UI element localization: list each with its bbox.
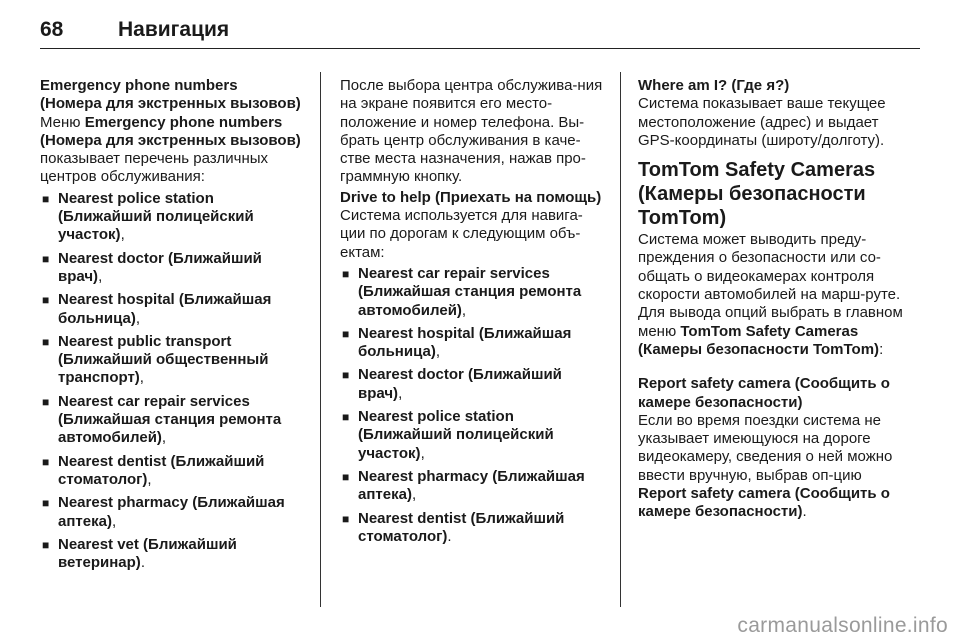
bullet-icon: ■ — [42, 454, 50, 469]
safety-cameras-heading: TomTom Safety Cameras (Камеры безопасности TomTom) — [638, 159, 876, 230]
list-item: ■ Nearest car repair services (Ближайшая станция ремонта автомобилей), — [42, 392, 282, 447]
bullet-icon: ■ — [42, 191, 50, 206]
list-item: ■ Nearest pharmacy (Ближайшая аптека), — [342, 467, 585, 504]
selection-intro: После выбора центра обслужива-ния на экране появится его место-положение и номер телефона. Вы-брать центр обслуживания в каче-стве места назначения, нажав про-граммную кнопку. — [340, 77, 603, 186]
report-camera-text: Если во время поездки система не указывает имеющуюся на дороге видеокамеру, сведения о ней можно ввести вручную, выбрав оп-цию Report safety camera (Сообщить о камере безопасности). — [638, 411, 893, 521]
bullet-icon: ■ — [42, 496, 50, 511]
bullet-icon: ■ — [42, 334, 50, 349]
list-item: ■ Nearest car repair services (Ближайшая станция ремонта автомобилей), — [342, 264, 582, 319]
list-item: ■ Nearest hospital (Ближайшая больница), — [42, 291, 272, 327]
list-item: ■ Nearest dentist (Ближайший стоматолог), — [42, 452, 265, 488]
list-item: ■ Nearest pharmacy (Ближайшая аптека), — [42, 494, 285, 530]
safety-cameras-text: Система может выводить преду-преждения о безопасности или со-общать о видеокамерах контроля скорости автомобилей на марш-руте. Для вывода опций выбрать в главном меню TomTom Safety Cameras (Камеры безопасности TomTom): — [638, 231, 903, 358]
drive-to-help-list — [340, 265, 606, 546]
list-item: ■ Nearest doctor (Ближайший врач), — [42, 249, 262, 285]
report-camera-heading: Report safety camera (Сообщить о камере безопасности) — [638, 375, 890, 411]
page-header — [40, 18, 920, 49]
column-left — [40, 77, 302, 577]
list-item: ■ Nearest police station (Ближайший полицейский участок), — [342, 408, 554, 462]
column-middle — [340, 77, 606, 551]
content-columns — [40, 77, 920, 607]
bullet-icon: ■ — [342, 410, 350, 425]
bullet-icon: ■ — [42, 394, 50, 409]
where-am-i-text: Система показывает ваше текущее местоположение (адрес) и выдает GPS-координаты (широту/долготу). — [638, 95, 886, 149]
drive-to-help-heading: Drive to help (Приехать на помощь) — [340, 188, 602, 206]
bullet-icon: ■ — [42, 293, 50, 308]
emergency-heading: Emergency phone numbers (Номера для экстренных вызовов) — [40, 77, 301, 113]
column-right — [638, 77, 906, 522]
list-item: ■ Nearest vet (Ближайший ветеринар). — [42, 535, 237, 572]
watermark: carmanualsonline.info — [737, 614, 948, 637]
emergency-intro: Меню Emergency phone numbers (Номера для экстренных вызовов) показывает перечень различных центров обслуживания: — [40, 113, 301, 186]
list-item: ■ Nearest police station (Ближайший полицейский участок), — [42, 189, 254, 244]
bullet-icon: ■ — [342, 469, 350, 484]
list-item: ■ Nearest dentist (Ближайший стоматолог). — [342, 509, 565, 545]
page-number: 68 — [40, 18, 64, 41]
list-item: ■ Nearest public transport (Ближайший общественный транспорт), — [42, 332, 269, 387]
list-item: ■ Nearest hospital (Ближайшая больница), — [342, 324, 572, 361]
bullet-icon: ■ — [342, 368, 350, 383]
bullet-icon: ■ — [342, 326, 350, 341]
drive-to-help-text: Система используется для навига-ции по дорогам к следующим объ-ектам: — [340, 207, 583, 261]
bullet-icon: ■ — [42, 537, 50, 552]
bullet-icon: ■ — [342, 511, 350, 526]
list-item: ■ Nearest doctor (Ближайший врач), — [342, 366, 562, 402]
bullet-icon: ■ — [342, 266, 350, 281]
bullet-icon: ■ — [42, 251, 50, 266]
emergency-list — [40, 190, 302, 573]
where-am-i-heading: Where am I? (Где я?) — [638, 77, 790, 94]
section-title: Навигация — [118, 18, 230, 41]
